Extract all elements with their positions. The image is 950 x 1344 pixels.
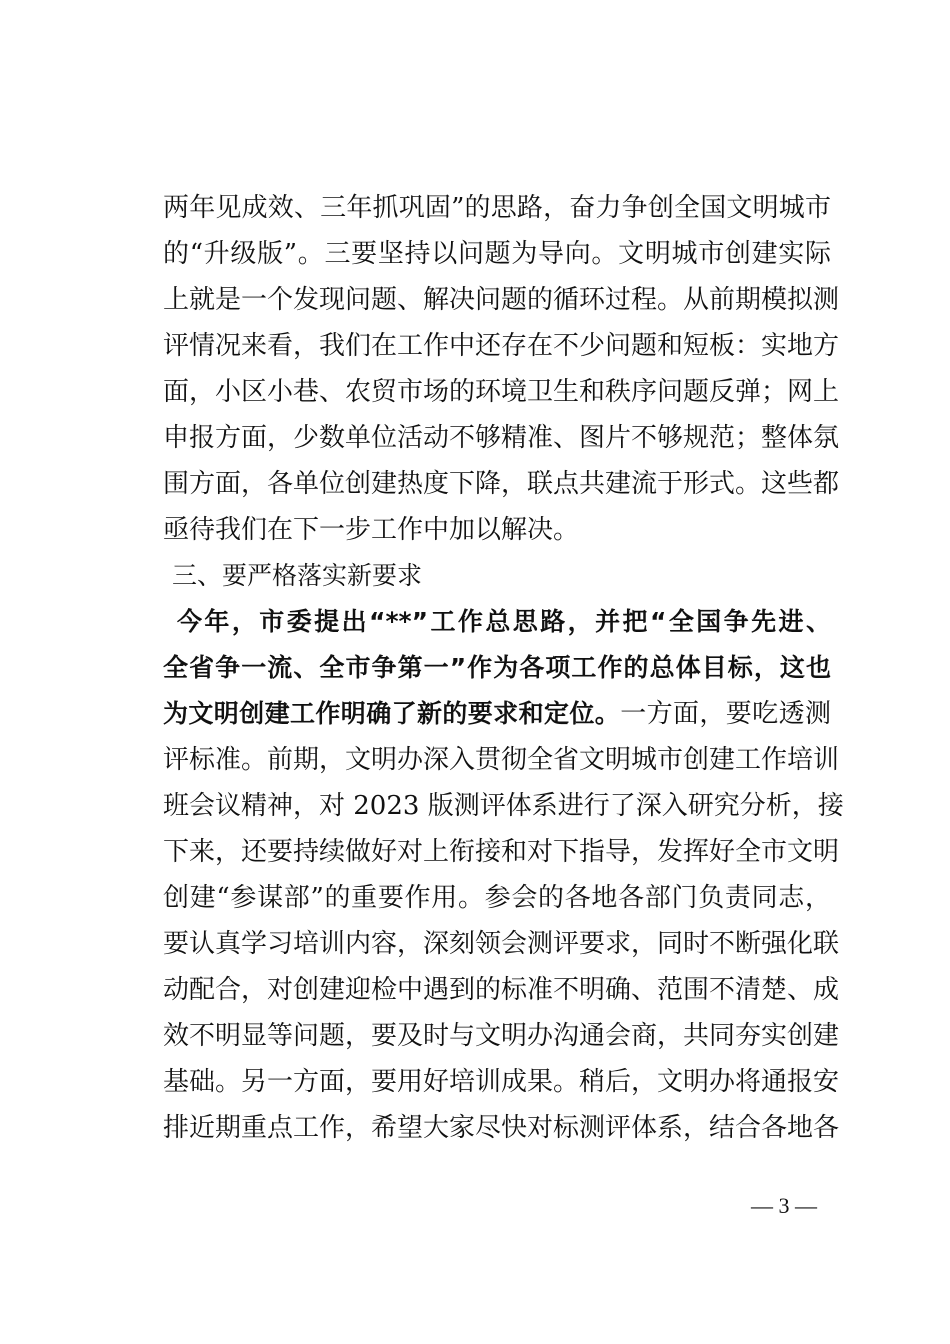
text-line: 效不明显等问题，要及时与文明办沟通会商，共同夯实创建: [163, 1021, 840, 1051]
text-line: 基础。另一方面，要用好培训成果。稍后，文明办将通报安: [163, 1067, 840, 1097]
bold-text-line: 全省争一流、全市争第一”作为各项工作的总体目标，这也: [163, 653, 831, 682]
text-line: 创建“参谋部”的重要作用。参会的各地各部门负责同志，: [163, 883, 831, 913]
page-number: — 3 —: [751, 1193, 817, 1218]
text-line: 要认真学习培训内容，深刻领会测评要求，同时不断强化联: [163, 929, 840, 959]
text-line: 两年见成效、三年抓巩固”的思路，奋力争创全国文明城市: [163, 193, 831, 223]
text-line: 上就是一个发现问题、解决问题的循环过程。从前期模拟测: [163, 285, 840, 315]
text-span: 一方面，要吃透测: [620, 699, 831, 729]
section-heading: 三、要严格落实新要求: [172, 561, 423, 590]
text-line: 围方面，各单位创建热度下降，联点共建流于形式。这些都: [163, 469, 840, 499]
text-line: 班会议精神，对 2023 版测评体系进行了深入研究分析，接: [163, 791, 844, 821]
text-line: 下来，还要持续做好对上衔接和对下指导，发挥好全市文明: [163, 837, 840, 867]
text-line: 的“升级版”。三要坚持以问题为导向。文明城市创建实际: [163, 239, 831, 269]
mixed-text-line: [163, 691, 831, 737]
bold-text-span: 为文明创建工作明确了新的要求和定位。: [163, 699, 621, 728]
text-line: 排近期重点工作，希望大家尽快对标测评体系，结合各地各: [163, 1113, 840, 1143]
text-line: 评标准。前期，文明办深入贯彻全省文明城市创建工作培训: [163, 745, 840, 775]
text-line: 动配合，对创建迎检中遇到的标准不明确、范围不清楚、成: [163, 975, 840, 1005]
text-line: 面，小区小巷、农贸市场的环境卫生和秩序问题反弹；网上: [163, 377, 840, 407]
bold-text-line: 今年，市委提出“**”工作总思路，并把“全国争先进、: [177, 607, 831, 636]
text-line: 申报方面，少数单位活动不够精准、图片不够规范；整体氛: [163, 423, 840, 453]
text-line: 评情况来看，我们在工作中还存在不少问题和短板：实地方: [163, 331, 840, 361]
text-line: 亟待我们在下一步工作中加以解决。: [163, 515, 580, 545]
